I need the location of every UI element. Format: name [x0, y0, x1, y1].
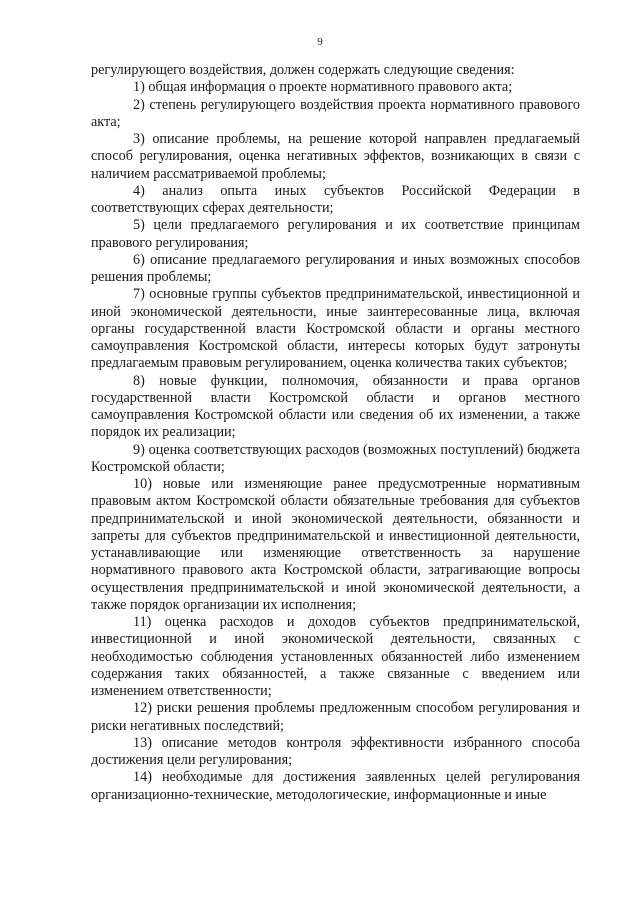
list-item-13: 13) описание методов контроля эффективности избранного способа достижения цели регулирования; [91, 734, 580, 768]
list-item-7: 7) основные группы субъектов предпринимательской, инвестиционной и иной экономической деятельности, иные заинтересованные лица, включая органы государственной власти Костромской области и органы местного самоуправления Костромской области, интересы которых будут затронуты предлагаемым правовым регулированием, оценка количества таких субъектов; [91, 286, 580, 372]
list-item-8: 8) новые функции, полномочия, обязанности и права органов государственной власти Костромской области и органов местного самоуправления Костромской области или сведения об их изменении, а также порядок их реализации; [91, 372, 580, 441]
list-item-2: 2) степень регулирующего воздействия проекта нормативного правового акта; [91, 96, 580, 130]
list-item-14: 14) необходимые для достижения заявленных целей регулирования организационно-технические, методологические, информационные и иные [91, 769, 580, 803]
list-item-1: 1) общая информация о проекте нормативного правового акта; [133, 79, 513, 96]
list-item-9: 9) оценка соответствующих расходов (возможных поступлений) бюджета Костромской области; [91, 441, 580, 475]
page-number: 9 [317, 36, 323, 48]
list-item-4: 4) анализ опыта иных субъектов Российской Федерации в соответствующих сферах деятельности; [91, 182, 580, 216]
list-item-11: 11) оценка расходов и доходов субъектов предпринимательской, инвестиционной и иной экономической деятельности, связанных с необходимостью соблюдения установленных обязанностей либо изменением содержания таких обязанностей, а также связанные с введением или изменением ответственности; [91, 614, 580, 699]
document-body [91, 62, 580, 804]
paragraph-continuation: регулирующего воздействия, должен содержать следующие сведения: [91, 62, 515, 78]
list-item-6: 6) описание предлагаемого регулирования и иных возможных способов решения проблемы; [91, 251, 580, 285]
list-item-10: 10) новые или изменяющие ранее предусмотренные нормативным правовым актом Костромской области обязательные требования для субъектов предпринимательской и иной экономической деятельности, обязанности и запреты для субъектов предпринимательской и инвестиционной деятельности, устанавливающие или изменяющие ответственность за нарушение нормативного правового акта Костромской области, затрагивающие вопросы осуществления предпринимательской и иной экономической деятельности, а также порядок организации их исполнения; [91, 476, 580, 613]
list-item-5: 5) цели предлагаемого регулирования и их соответствие принципам правового регулирования; [91, 217, 580, 251]
list-item-12: 12) риски решения проблемы предложенным способом регулирования и риски негативных последствий; [91, 700, 580, 734]
list-item-3: 3) описание проблемы, на решение которой направлен предлагаемый способ регулирования, оценка негативных эффектов, возникающих в связи с наличием рассматриваемой проблемы; [91, 131, 580, 182]
